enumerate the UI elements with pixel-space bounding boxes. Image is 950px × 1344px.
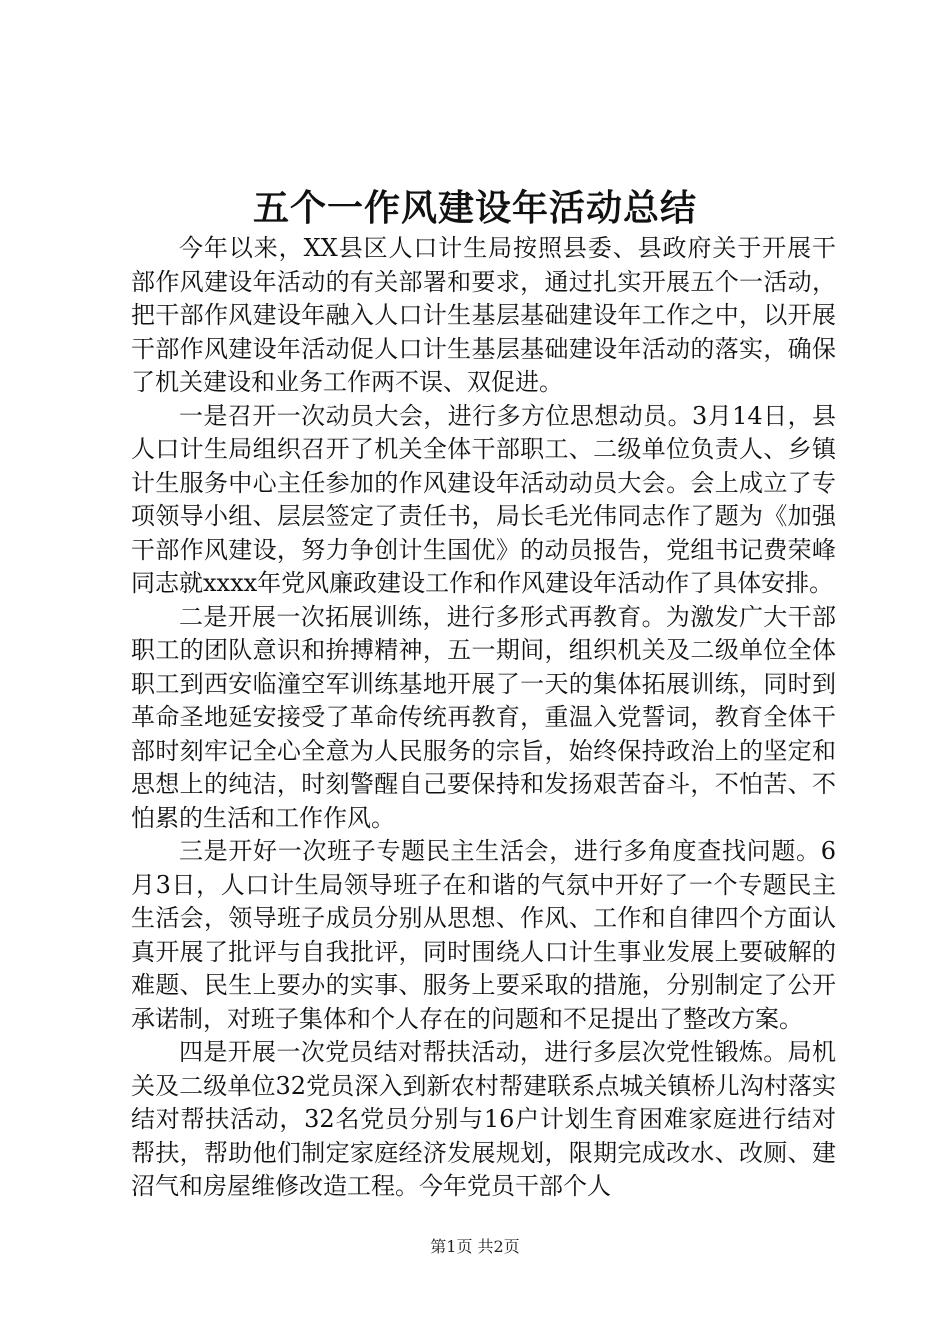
document-title: 五个一作风建设年活动总结: [252, 187, 697, 229]
paragraph-four: 四是开展一次党员结对帮扶活动，进行多层次党性锻炼。局机关及二级单位32党员深入到新农村帮建联系点城关镇桥儿沟村落实结对帮扶活动，32名党员分别与16户计划生育困难家庭进行结对帮扶，帮助他们制定家庭经济发展规划，限期完成改水、改厕、建沼气和房屋维修改造工程。今年党员干部个人: [131, 1038, 836, 1200]
page-footer: 第1页 共2页: [430, 1237, 520, 1256]
paragraph-three: 三是开好一次班子专题民主生活会，进行多角度查找问题。6月3日，人口计生局领导班子在和谐的气氛中开好了一个专题民主生活会，领导班子成员分别从思想、作风、工作和自律四个方面认真开展了批评与自我批评，同时围绕人口计生事业发展上要破解的难题、民生上要办的实事、服务上要采取的措施，分别制定了公开承诺制，对班子集体和个人存在的问题和不足提出了整改方案。: [131, 837, 836, 1033]
paragraph-two: 二是开展一次拓展训练，进行多形式再教育。为激发广大干部职工的团队意识和拚搏精神，五一期间，组织机关及二级单位全体职工到西安临潼空军训练基地开展了一天的集体拓展训练，同时到革命圣地延安接受了革命传统再教育，重温入党誓词，教育全体干部时刻牢记全心全意为人民服务的宗旨，始终保持政治上的坚定和思想上的纯洁，时刻警醒自己要保持和发扬艰苦奋斗，不怕苦、不怕累的生活和工作作风。: [131, 602, 836, 832]
document-body: [131, 232, 836, 1204]
paragraph-one: 一是召开一次动员大会，进行多方位思想动员。3月14日，县人口计生局组织召开了机关全体干部职工、二级单位负责人、乡镇计生服务中心主任参加的作风建设年活动动员大会。会上成立了专项领导小组、层层签定了责任书，局长毛光伟同志作了题为《加强干部作风建设，努力争创计生国优》的动员报告，党组书记费荣峰同志就xxxx年党风廉政建设工作和作风建设年活动作了具体安排。: [131, 401, 836, 597]
paragraph-intro: 今年以来，XX县区人口计生局按照县委、县政府关于开展干部作风建设年活动的有关部署和要求，通过扎实开展五个一活动，把干部作风建设年融入人口计生基层基础建设年工作之中，以开展干部作风建设年活动促人口计生基层基础建设年活动的落实，确保了机关建设和业务工作两不误、双促进。: [131, 234, 836, 396]
